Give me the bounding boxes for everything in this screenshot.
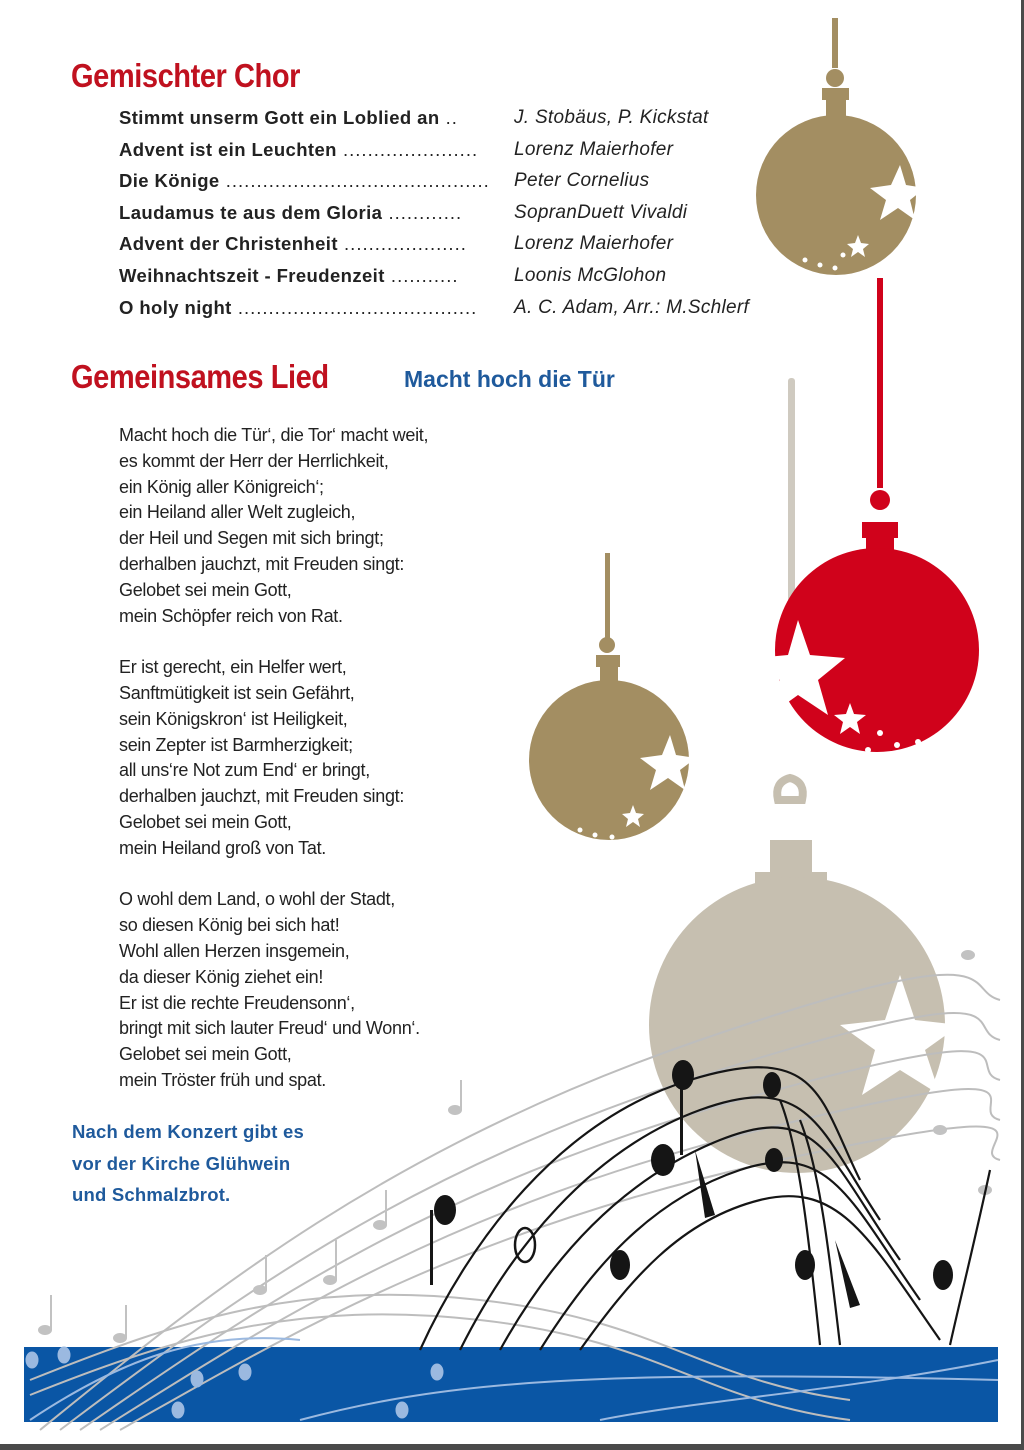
program-item	[119, 107, 819, 139]
lyric-line: Er ist gerecht, ein Helfer wert,	[119, 657, 347, 678]
lyric-line: derhalben jauchzt, mit Freuden singt:	[119, 786, 405, 807]
lyric-line: mein Tröster früh und spat.	[119, 1069, 327, 1090]
leader-dots: .......................................	[231, 296, 478, 318]
program-item	[119, 202, 819, 234]
composer-name: Peter Cornelius	[514, 170, 650, 192]
stanza-2	[119, 655, 428, 861]
program-item	[119, 297, 819, 329]
section-title-choir: Gemischter Chor	[71, 57, 301, 94]
lyric-line: Wohl allen Herzen insgemein,	[119, 940, 350, 961]
composer-name: Lorenz Maierhofer	[514, 233, 674, 255]
lyric-line: so diesen König bei sich hat!	[119, 915, 340, 936]
closing-note-line: vor der Kirche Glühwein	[72, 1152, 291, 1174]
lyric-line: ein Heiland aller Welt zugleich,	[119, 502, 356, 523]
lyric-line: ein König aller Königreich‘;	[119, 476, 324, 497]
lyric-line: bringt mit sich lauter Freud‘ und Wonn‘.	[119, 1018, 420, 1039]
composer-name: Lorenz Maierhofer	[514, 138, 674, 160]
piece-title: Die Könige	[119, 170, 220, 192]
lyric-line: da dieser König ziehet ein!	[119, 966, 324, 987]
stanza-1	[119, 423, 428, 629]
composer-name: SopranDuett Vivaldi	[514, 201, 688, 223]
lyric-line: Sanftmütigkeit ist sein Gefährt,	[119, 682, 355, 703]
lyric-line: derhalben jauchzt, mit Freuden singt:	[119, 553, 405, 574]
lyric-line: der Heil und Segen mit sich bringt;	[119, 528, 384, 549]
lyric-line: sein Königskron‘ ist Heiligkeit,	[119, 708, 348, 729]
song-title: Macht hoch die Tür	[404, 366, 615, 392]
lyric-line: Gelobet sei mein Gott,	[119, 579, 292, 600]
program-item	[119, 170, 819, 202]
piece-title: Stimmt unserm Gott ein Loblied an	[119, 107, 440, 128]
lyric-line: Er ist die rechte Freudensonn‘,	[119, 992, 355, 1013]
closing-note-line: und Schmalzbrot.	[72, 1184, 231, 1205]
song-lyrics	[119, 423, 428, 1120]
leader-dots: ............	[382, 201, 463, 223]
program-list	[119, 107, 819, 328]
piece-title: O holy night	[119, 296, 232, 318]
closing-note	[72, 1116, 304, 1211]
leader-dots: ......................	[336, 138, 479, 160]
page-edge-bottom	[0, 1444, 1024, 1450]
program-item	[119, 233, 819, 265]
leader-dots: ...........	[384, 264, 459, 286]
lyric-line: O wohl dem Land, o wohl der Stadt,	[119, 889, 395, 910]
lyric-line: mein Schöpfer reich von Rat.	[119, 605, 343, 626]
composer-name: Loonis McGlohon	[514, 264, 667, 286]
composer-name: J. Stobäus, P. Kickstat	[514, 107, 709, 128]
program-item	[119, 265, 819, 297]
lyric-line: mein Heiland groß von Tat.	[119, 837, 326, 858]
lyric-line: Gelobet sei mein Gott,	[119, 811, 292, 832]
piece-title: Weihnachtszeit - Freudenzeit	[119, 264, 385, 286]
composer-name: A. C. Adam, Arr.: M.Schlerf	[514, 296, 750, 318]
gold-ornament-middle-icon	[529, 553, 696, 840]
piece-title: Advent der Christenheit	[119, 233, 338, 255]
program-item	[119, 139, 819, 171]
stanza-3	[119, 887, 428, 1093]
lyric-line: Macht hoch die Tür‘, die Tor‘ macht weit,	[119, 425, 429, 445]
lyric-line: all uns‘re Not zum End‘ er bringt,	[119, 760, 370, 781]
beige-ornament-icon	[649, 378, 960, 1173]
lyric-line: es kommt der Herr der Herrlichkeit,	[119, 450, 389, 471]
lyric-line: sein Zepter ist Barmherzigkeit;	[119, 734, 353, 755]
piece-title: Laudamus te aus dem Gloria	[119, 201, 383, 223]
leader-dots: ..	[439, 107, 458, 128]
closing-note-line: Nach dem Konzert gibt es	[72, 1121, 304, 1142]
piece-title: Advent ist ein Leuchten	[119, 138, 337, 160]
leader-dots: ...........................................	[219, 170, 490, 192]
lyric-line: Gelobet sei mein Gott,	[119, 1044, 292, 1065]
leader-dots: ....................	[337, 233, 467, 255]
section-title-song: Gemeinsames Lied	[71, 358, 329, 395]
